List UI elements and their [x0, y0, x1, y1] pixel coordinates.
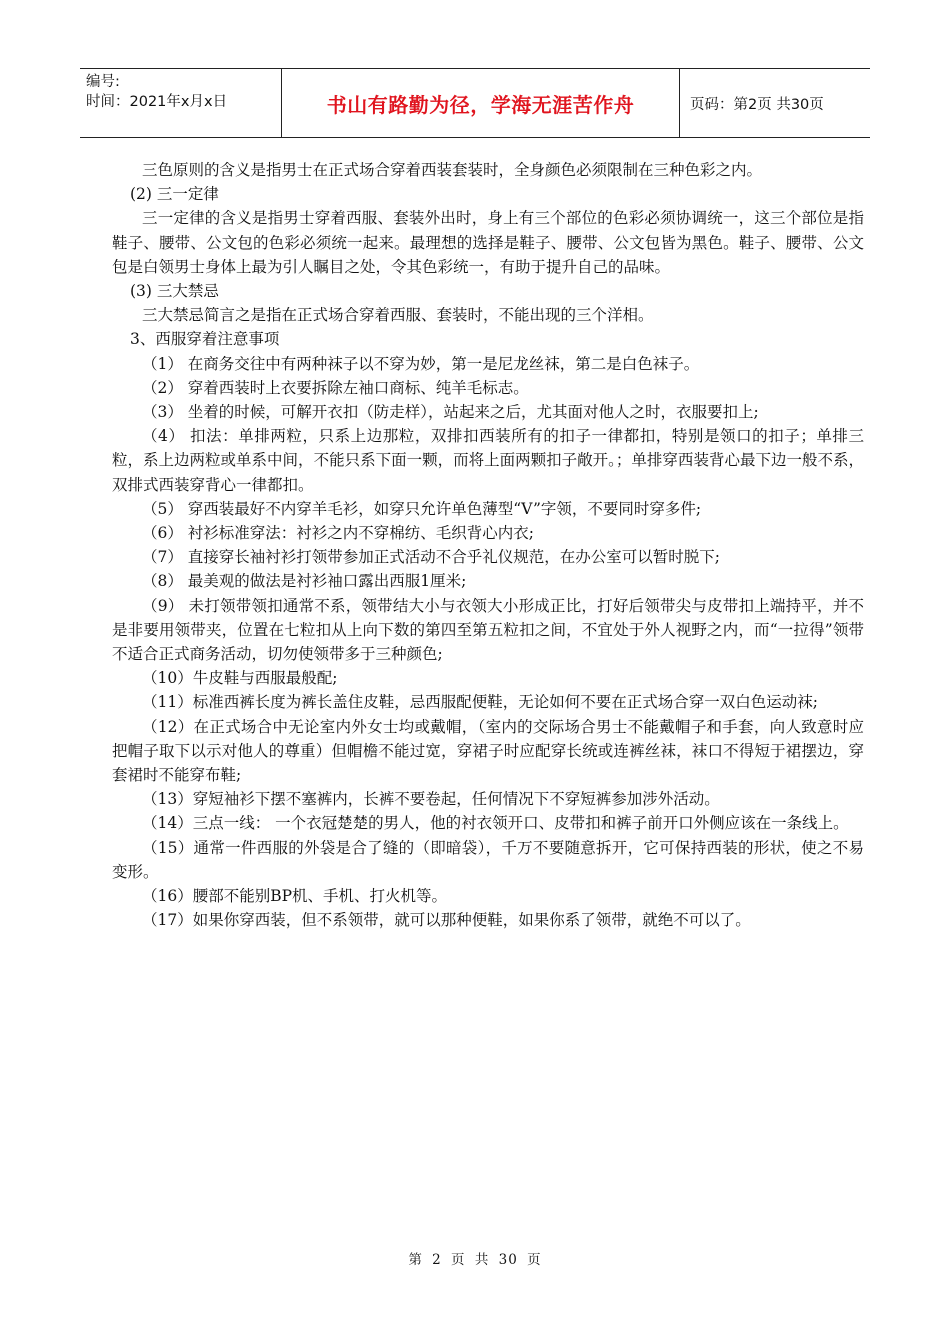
date-label: 时间：2021年x月x日: [86, 94, 228, 110]
code-label: 编号:: [86, 74, 120, 90]
paragraph-three-color: 三色原则的含义是指男士在正式场合穿着西装套装时，全身颜色必须限制在三种色彩之内。: [142, 161, 763, 179]
list-item: （15）通常一件西服的外袋是合了缝的（即暗袋），千万不要随意拆开，它可保持西装的形状，使之不易变形。: [112, 838, 864, 881]
list-item: （7） 直接穿长袖衬衫打领带参加正式活动不合乎礼仪规范，在办公室可以暂时脱下;: [142, 548, 721, 567]
list-item: （10）牛皮鞋与西服最般配;: [142, 669, 338, 688]
list-item: （5） 穿西装最好不内穿羊毛衫，如穿只允许单色薄型“V”字领，不要同时穿多件;: [142, 499, 702, 518]
list-item: （3） 坐着的时候，可解开衣扣（防走样），站起来之后，尤其面对他人之时，衣服要扣上;: [142, 403, 759, 422]
list-item: （8） 最美观的做法是衬衫袖口露出西服1厘米;: [142, 572, 467, 591]
paragraph-three-taboos: 三大禁忌简言之是指在正式场合穿着西服、套装时，不能出现的三个洋相。: [142, 306, 654, 325]
header-page-info: 页码：第2页 共30页: [690, 96, 824, 113]
heading-three-rule: (2) 三一定律: [130, 185, 219, 204]
section-heading-suit-notes: 3、西服穿着注意事项: [130, 330, 280, 349]
footer-page-number: 2: [432, 1252, 442, 1268]
header-motto: 书山有路勤为径，学海无涯苦作舟: [282, 69, 680, 137]
list-item: （9） 未打领带领扣通常不系，领带结大小与衣领大小形成正比，打好后领带尖与皮带扣上端持平，并不是非要用领带夹，位置在七粒扣从上向下数的第四至第五粒扣之间，不宜处于外人视野之内，而“一拉得”领带不适合正式商务活动，切勿使领带多于三种颜色;: [112, 596, 864, 664]
footer-text: 共: [474, 1252, 490, 1268]
page-header: [80, 68, 870, 138]
list-item: （11）标准西裤长度为裤长盖住皮鞋，忌西服配便鞋，无论如何不要在正式场合穿一双白色运动袜;: [142, 693, 818, 712]
footer-text: 第: [408, 1252, 423, 1268]
list-item: （12）在正式场合中无论室内外女士均或戴帽，（室内的交际场合男士不能戴帽子和手套，向人致意时应把帽子取下以示对他人的尊重）但帽檐不能过宽，穿裙子时应配穿长统或连裤丝袜，袜口不得短于裙摆边，穿套裙时不能穿布鞋;: [112, 717, 864, 785]
list-item: （1） 在商务交往中有两种袜子以不穿为妙，第一是尼龙丝袜，第二是白色袜子。: [142, 354, 700, 373]
list-item: （17）如果你穿西装，但不系领带，就可以那种便鞋，如果你系了领带，就绝不可以了。: [142, 911, 751, 930]
page-footer: [0, 1248, 950, 1268]
list-item: （16）腰部不能别BP机、手机、打火机等。: [142, 887, 448, 906]
footer-total-pages: 30: [498, 1252, 518, 1268]
list-item: （13）穿短袖衫下摆不塞裤内，长裤不要卷起，任何情况下不穿短裤参加涉外活动。: [142, 790, 720, 809]
paragraph-three-rule: 三一定律的含义是指男士穿着西服、套装外出时，身上有三个部位的色彩必须协调统一，这三个部位是指鞋子、腰带、公文包的色彩必须统一起来。最理想的选择是鞋子、腰带、公文包皆为黑色。鞋子、腰带、公文包是白领男士身体上最为引人瞩目之处，令其色彩统一，有助于提升自己的品味。: [112, 209, 864, 276]
footer-text: 页: [527, 1252, 542, 1268]
footer-text: 页: [451, 1252, 466, 1268]
list-item: （6） 衬衫标准穿法：衬衫之内不穿棉纺、毛织背心内衣;: [142, 524, 535, 543]
heading-three-taboos: (3) 三大禁忌: [130, 282, 219, 301]
list-item: （2） 穿着西装时上衣要拆除左袖口商标、纯羊毛标志。: [142, 378, 529, 397]
header-meta: [80, 69, 282, 137]
list-item: （4） 扣法：单排两粒，只系上边那粒，双排扣西装所有的扣子一律都扣，特别是领口的扣子；单排三粒，系上边两粒或单系中间，不能只系下面一颗，而将上面两颗扣子敞开。；单排穿西装背心最下边一般不系，双排式西装穿背心一律都扣。: [112, 427, 864, 494]
document-body: [112, 158, 864, 933]
list-item: （14）三点一线： 一个衣冠楚楚的男人，他的衬衣领开口、皮带扣和裤子前开口外侧应该在一条线上。: [142, 814, 849, 833]
